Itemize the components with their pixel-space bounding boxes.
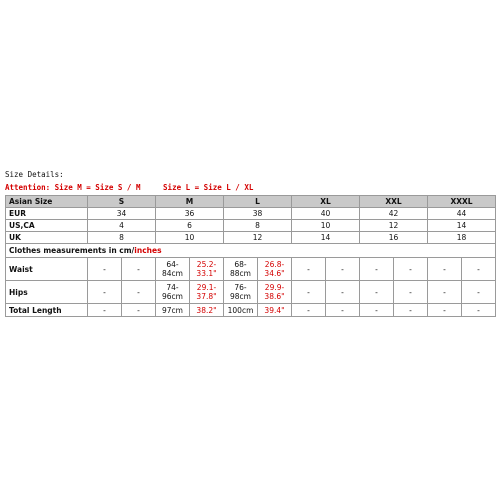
measure-cell-cm: - (394, 281, 428, 304)
measure-row-waist (6, 258, 496, 281)
measure-cell-cm: - (394, 258, 428, 281)
measure-cell-cm: 97cm (156, 304, 190, 317)
measure-cell-cm: - (122, 304, 156, 317)
measure-cell-cm: - (462, 258, 496, 281)
measure-cell-cm: - (122, 281, 156, 304)
measure-cell-inches: 39.4" (258, 304, 292, 317)
measure-cell-cm: - (326, 281, 360, 304)
measure-cell-cm: - (326, 304, 360, 317)
size-cell: 10 (156, 232, 224, 244)
measure-cell-cm: - (428, 304, 462, 317)
size-header-l: L (224, 196, 292, 208)
size-cell: 8 (224, 220, 292, 232)
measure-row-total-length (6, 304, 496, 317)
measurements-title-inches: inches (134, 246, 162, 255)
size-header-xl: XL (292, 196, 360, 208)
size-cell: 14 (428, 220, 496, 232)
size-header-row (6, 196, 496, 208)
size-cell: 36 (156, 208, 224, 220)
size-cell: 42 (360, 208, 428, 220)
measure-cell-cm: - (462, 281, 496, 304)
size-header-s: S (88, 196, 156, 208)
measure-cell-cm: - (292, 258, 326, 281)
attention-note (5, 181, 253, 194)
size-cell: 40 (292, 208, 360, 220)
size-cell: 8 (88, 232, 156, 244)
measure-cell-cm: - (462, 304, 496, 317)
measure-cell-cm: 64- 84cm (156, 258, 190, 281)
asian-size-label: Asian Size (6, 196, 88, 208)
measure-cell-cm: - (428, 258, 462, 281)
measurements-title (6, 244, 496, 258)
measure-cell-inches: 38.2" (190, 304, 224, 317)
measurements-title-row (6, 244, 496, 258)
measure-cell-cm: - (88, 304, 122, 317)
size-cell: 16 (360, 232, 428, 244)
size-header-m: M (156, 196, 224, 208)
measure-cell-cm: - (88, 258, 122, 281)
size-header-xxl: XXL (360, 196, 428, 208)
measure-cell-cm: - (326, 258, 360, 281)
measure-cell-cm: 100cm (224, 304, 258, 317)
measure-row-label: Total Length (6, 304, 88, 317)
size-row-label: EUR (6, 208, 88, 220)
measure-cell-cm: - (122, 258, 156, 281)
measure-cell-cm: - (88, 281, 122, 304)
measure-cell-cm: 74- 96cm (156, 281, 190, 304)
measurements-title-cm: Clothes measurements in cm/ (9, 246, 135, 255)
size-cell: 12 (224, 232, 292, 244)
measure-cell-cm: - (292, 304, 326, 317)
size-cell: 10 (292, 220, 360, 232)
measure-cell-cm: - (360, 258, 394, 281)
measure-cell-inches: 26.8- 34.6" (258, 258, 292, 281)
measure-row-label: Hips (6, 281, 88, 304)
attention-note-l: Size L = Size L / XL (163, 183, 254, 192)
measure-cell-cm: - (292, 281, 326, 304)
size-details-title: Size Details: (5, 170, 64, 179)
attention-note-m: Attention: Size M = Size S / M (5, 183, 141, 192)
measure-cell-inches: 29.1- 37.8" (190, 281, 224, 304)
size-cell: 14 (292, 232, 360, 244)
measure-cell-cm: - (360, 304, 394, 317)
measure-cell-cm: - (394, 304, 428, 317)
measure-row-label: Waist (6, 258, 88, 281)
size-row-usca (6, 220, 496, 232)
size-row-label: US,CA (6, 220, 88, 232)
size-header-xxxl: XXXL (428, 196, 496, 208)
size-cell: 38 (224, 208, 292, 220)
size-row-eur (6, 208, 496, 220)
measure-cell-cm: 76- 98cm (224, 281, 258, 304)
measure-cell-inches: 29.9- 38.6" (258, 281, 292, 304)
size-details-intro (5, 168, 253, 194)
measure-row-hips (6, 281, 496, 304)
size-chart-table (5, 195, 496, 317)
size-cell: 6 (156, 220, 224, 232)
size-cell: 34 (88, 208, 156, 220)
measure-cell-cm: 68- 88cm (224, 258, 258, 281)
size-cell: 44 (428, 208, 496, 220)
measure-cell-cm: - (360, 281, 394, 304)
size-row-uk (6, 232, 496, 244)
size-cell: 4 (88, 220, 156, 232)
size-cell: 18 (428, 232, 496, 244)
measure-cell-cm: - (428, 281, 462, 304)
measure-cell-inches: 25.2- 33.1" (190, 258, 224, 281)
size-cell: 12 (360, 220, 428, 232)
size-row-label: UK (6, 232, 88, 244)
